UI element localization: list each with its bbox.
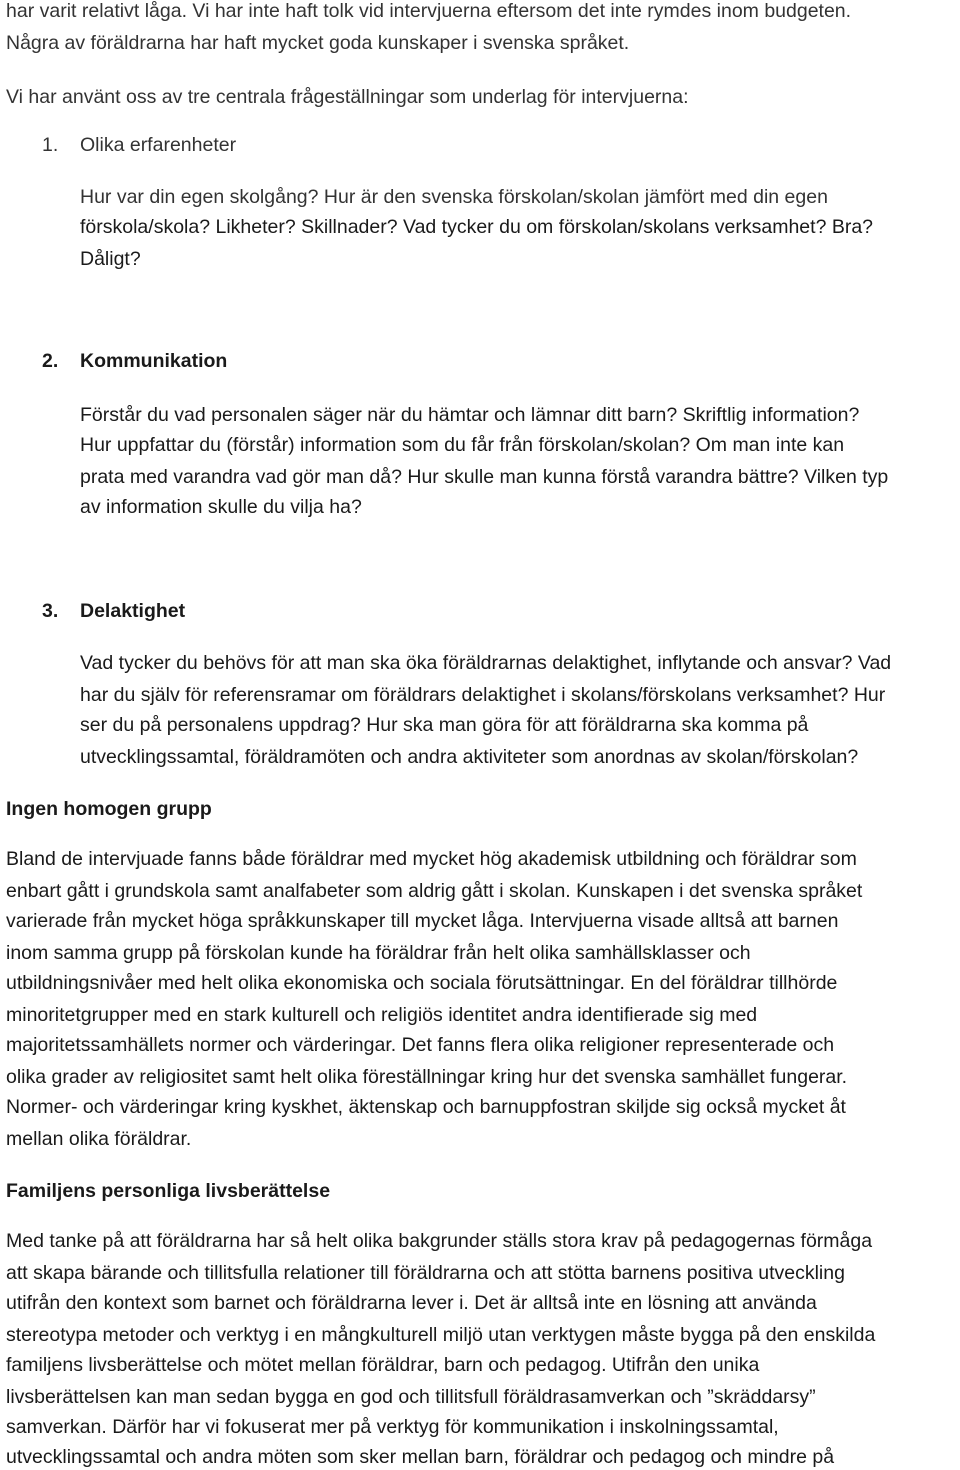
question-3-line-2: har du själv för referensramar om föräldrars delaktighet i skolans/förskolans verksamhet? Hur — [80, 684, 886, 706]
section-1-line-3: varierade från mycket höga språkkunskaper till mycket låga. Intervjuerna visade alltså att barnen — [6, 910, 839, 932]
section-1-line-9: Normer- och värderingar kring kyskhet, äktenskap och barnuppfostran skiljde sig också mycket åt — [6, 1096, 846, 1118]
intro-line-1: har varit relativt låga. Vi har inte haft tolk vid intervjuerna eftersom det inte rymdes inom budgeten. — [6, 0, 852, 22]
section-1-line-6: minoritetgrupper med en stark kulturell och religiös identitet andra identifierade sig med — [6, 1004, 758, 1026]
intro-line-3: Vi har använt oss av tre centrala frågeställningar som underlag för intervjuerna: — [6, 86, 689, 108]
question-2-line-4: av information skulle du vilja ha? — [80, 496, 362, 518]
section-1-line-1: Bland de intervjuade fanns både föräldrar med mycket hög akademisk utbildning och föräldrar som — [6, 848, 857, 870]
question-2-number: 2. — [42, 350, 59, 372]
section-2-line-2: att skapa bärande och tillitsfulla relationer till föräldrarna och att stötta barnens positiva utveckling — [6, 1262, 845, 1284]
section-2-line-6: livsberättelsen kan man sedan bygga en god och tillitsfull föräldrasamverkan och ”skräddarsy” — [6, 1386, 816, 1408]
question-2-line-1: Förstår du vad personalen säger när du hämtar och lämnar ditt barn? Skriftlig information? — [80, 404, 860, 426]
section-1-line-2: enbart gått i grundskola samt analfabeter som aldrig gått i skolan. Kunskapen i det svenska språket — [6, 880, 863, 902]
question-1-number: 1. — [42, 134, 59, 156]
section-2-line-8: utvecklingssamtal och andra möten som sker mellan barn, föräldrar och pedagog och mindre på — [6, 1446, 835, 1468]
question-3-number: 3. — [42, 600, 59, 622]
section-2-line-1: Med tanke på att föräldrarna har så helt olika bakgrunder ställs stora krav på pedagogernas förmåga — [6, 1230, 873, 1252]
section-2-line-3: utifrån den kontext som barnet och föräldrarna lever i. Det är alltså inte en lösning att använda — [6, 1292, 817, 1314]
question-3-line-1: Vad tycker du behövs för att man ska öka föräldrarnas delaktighet, inflytande och ansvar? Vad — [80, 652, 892, 674]
question-3-line-4: utvecklingssamtal, föräldramöten och andra aktiviteter som anordnas av skolan/förskolan? — [80, 746, 859, 768]
question-1-line-1: Hur var din egen skolgång? Hur är den svenska förskolan/skolan jämfört med din egen — [80, 186, 828, 208]
section-1-line-8: olika grader av religiositet samt helt olika föreställningar kring hur det svenska samhället fungerar. — [6, 1066, 848, 1088]
section-2-line-7: samverkan. Därför har vi fokuserat mer på verktyg för kommunikation i inskolningssamtal, — [6, 1416, 779, 1438]
section-1-line-10: mellan olika föräldrar. — [6, 1128, 192, 1150]
question-1-line-3: Dåligt? — [80, 248, 141, 270]
section-1-line-5: utbildningsnivåer med helt olika ekonomiska och sociala förutsättningar. En del föräldrar tillhörde — [6, 972, 838, 994]
section-1-line-4: inom samma grupp på förskolan kunde ha föräldrar från helt olika samhällsklasser och — [6, 942, 751, 964]
section-heading-homogen: Ingen homogen grupp — [6, 798, 212, 820]
section-2-line-5: familjens livsberättelse och mötet mellan föräldrar, barn och pedagog. Utifrån den unika — [6, 1354, 760, 1376]
section-2-line-4: stereotypa metoder och verktyg i en mångkulturell miljö utan verktygen måste bygga på den enskilda — [6, 1324, 876, 1346]
question-2-title: Kommunikation — [80, 350, 228, 372]
question-2-line-2: Hur uppfattar du (förstår) information som du får från förskolan/skolan? Om man inte kan — [80, 434, 845, 456]
question-3-line-3: ser du på personalens uppdrag? Hur ska man göra för att föräldrarna ska komma på — [80, 714, 809, 736]
question-1-line-2: förskola/skola? Likheter? Skillnader? Vad tycker du om förskolan/skolans verksamhet? Bra? — [80, 216, 874, 238]
question-2-line-3: prata med varandra vad gör man då? Hur skulle man kunna förstå varandra bättre? Vilken typ — [80, 466, 889, 488]
intro-line-2: Några av föräldrarna har haft mycket goda kunskaper i svenska språket. — [6, 32, 630, 54]
question-3-title: Delaktighet — [80, 600, 186, 622]
question-1-title: Olika erfarenheter — [80, 134, 237, 156]
section-1-line-7: majoritetssamhällets normer och värderingar. Det fanns flera olika religioner representerade och — [6, 1034, 835, 1056]
section-heading-livsberattelse: Familjens personliga livsberättelse — [6, 1180, 331, 1202]
